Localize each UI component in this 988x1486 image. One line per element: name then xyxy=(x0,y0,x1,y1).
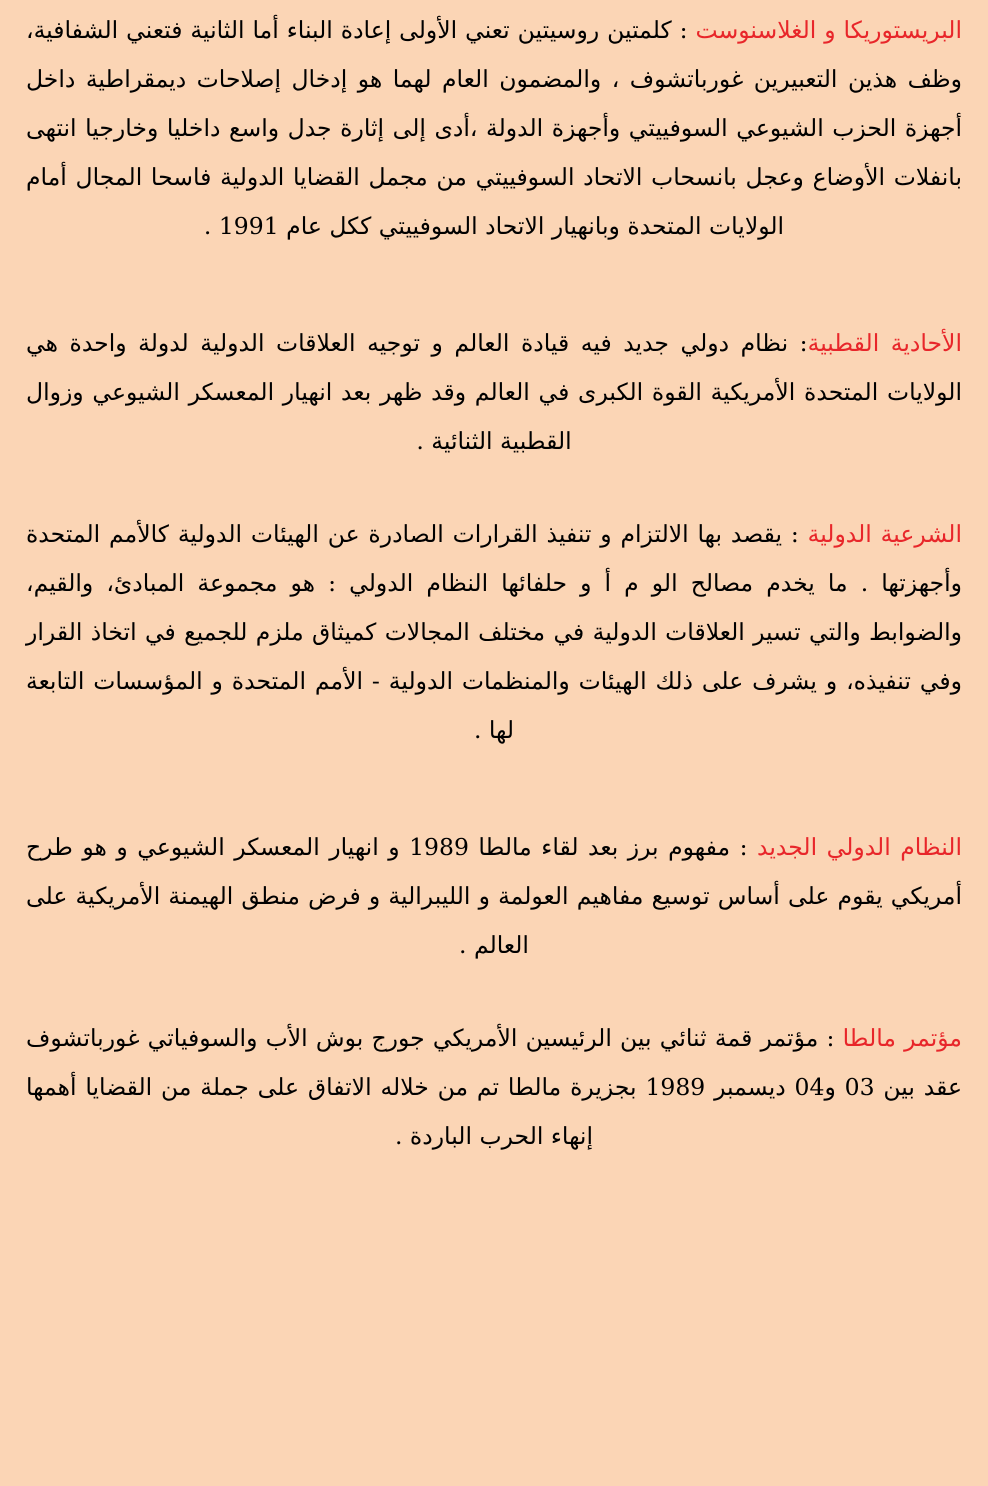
definition-unipolarity xyxy=(26,319,962,466)
definition-text-perestroika-glasnost: : كلمتين روسيتين تعني الأولى إعادة البناء أما الثانية فتعني الشفافية، وظف هذين التعبيرين غورباتشوف ، والمضمون العام لهما هو إدخال إصلاحات ديمقراطية داخل أجهزة الحزب الشيوعي السوفييتي وأجهزة الدولة ،أدى إلى إثارة جدل واسع داخليا وخارجيا انتهى بانفلات الأوضاع وعجل بانسحاب الاتحاد السوفييتي من مجمل القضايا الدولية فاسحا المجال أمام الولايات المتحدة وبانهيار الاتحاد السوفييتي ككل عام 1991 . xyxy=(26,16,962,240)
definition-international-legitimacy xyxy=(26,510,962,755)
section-spacer xyxy=(26,970,962,1014)
term-malta-summit: مؤتمر مالطا xyxy=(842,1024,963,1052)
term-new-world-order: النظام الدولي الجديد xyxy=(757,833,962,861)
section-spacer xyxy=(26,755,962,823)
term-perestroika-glasnost: البريستوريكا و الغلاسنوست xyxy=(695,16,962,44)
definition-perestroika-glasnost xyxy=(26,6,962,251)
term-unipolarity: الأحادية القطبية xyxy=(807,329,962,357)
term-international-legitimacy: الشرعية الدولية xyxy=(807,520,962,548)
section-spacer xyxy=(26,466,962,510)
definition-text-new-world-order: : مفهوم برز بعد لقاء مالطا 1989 و انهيار المعسكر الشيوعي و هو طرح أمريكي يقوم على أساس توسيع مفاهيم العولمة و الليبرالية و فرض منطق الهيمنة الأمريكية على العالم . xyxy=(26,833,962,959)
definition-new-world-order xyxy=(26,823,962,970)
definition-text-malta-summit: : مؤتمر قمة ثنائي بين الرئيسين الأمريكي جورج بوش الأب والسوفياتي غورباتشوف عقد بين 03 و04 ديسمبر 1989 بجزيرة مالطا تم من خلاله الاتفاق على جملة من القضايا أهمها إنهاء الحرب الباردة . xyxy=(26,1024,962,1150)
definition-malta-summit xyxy=(26,1014,962,1161)
section-spacer xyxy=(26,251,962,319)
definition-text-international-legitimacy: : يقصد بها الالتزام و تنفيذ القرارات الصادرة عن الهيئات الدولية كالأمم المتحدة وأجهزتها . ما يخدم مصالح الو م أ و حلفائها النظام الدولي : هو مجموعة المبادئ، والقيم، والضوابط والتي تسير العلاقات الدولية في مختلف المجالات كميثاق ملزم للجميع في اتخاذ القرار وفي تنفيذه، و يشرف على ذلك الهيئات والمنظمات الدولية - الأمم المتحدة و المؤسسات التابعة لها . xyxy=(26,520,962,744)
definition-text-unipolarity: : نظام دولي جديد فيه قيادة العالم و توجيه العلاقات الدولية لدولة واحدة هي الولايات المتحدة الأمريكية القوة الكبرى في العالم وقد ظهر بعد انهيار المعسكر الشيوعي وزوال القطبية الثنائية . xyxy=(26,329,962,455)
